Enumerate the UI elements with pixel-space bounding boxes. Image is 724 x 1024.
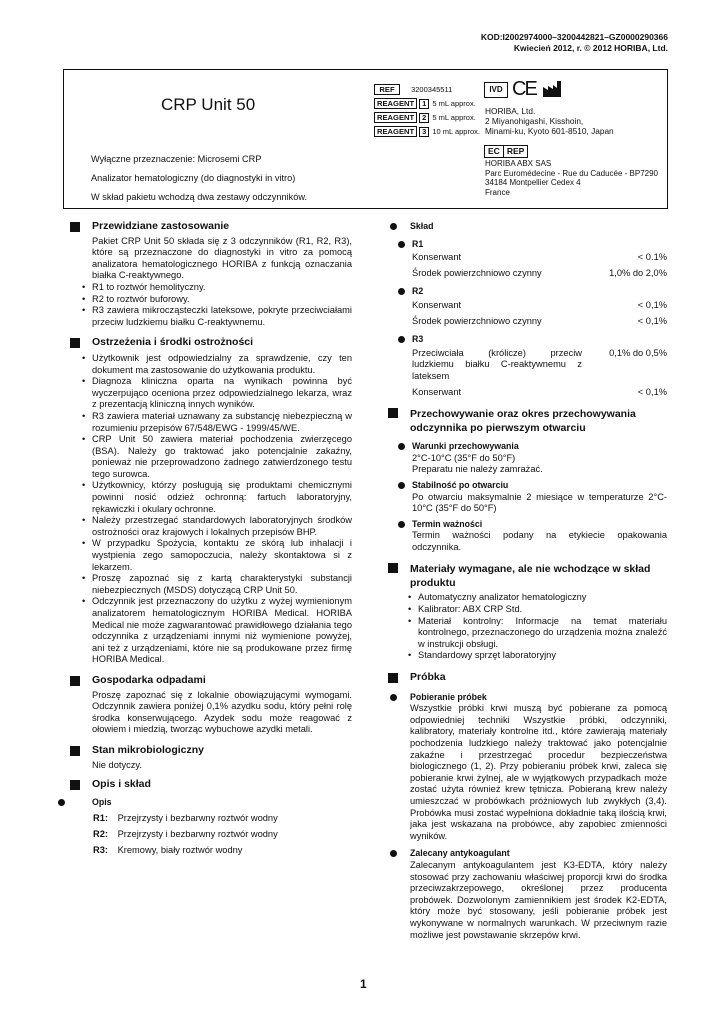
- document-code-line: KOD:I2002974000–3200442821–GZ0000290366: [480, 32, 668, 42]
- component-value: < 0,1%: [637, 315, 667, 326]
- reagent-volume: 5 mL approx.: [432, 99, 476, 108]
- reagent-label: REAGENT: [374, 126, 417, 137]
- list-item: • Kalibrator: ABX CRP Std.: [398, 604, 667, 616]
- waste-section: [72, 690, 352, 736]
- list-item: • Standardowy sprzęt laboratoryjny: [398, 650, 667, 662]
- address-line: HORIBA, Ltd.: [485, 106, 536, 116]
- description-row: [93, 842, 352, 858]
- r3-heading: R3: [398, 334, 675, 346]
- materials-list: [390, 592, 667, 662]
- description-text: Przejrzysty i bezbarwny roztwór wodny: [117, 829, 278, 840]
- list-item: • W przypadku Spożycia, kontaktu ze skórą lub inhalacji i wystpienia zego samopoczucia, należy skontaktowa si z lekarzem.: [72, 538, 352, 573]
- r2-table: [390, 300, 667, 327]
- list-item: • Materiał kontrolny: Informacje na temat materiału kontrolnego, przeznaczonego do urządzenia można znaleźć w instrukcji obsługi.: [398, 616, 667, 651]
- component-value: 0,1% do 0,5%: [609, 347, 667, 358]
- list-item: • Użytkownik jest odpowiedzialny za sprawdzenie, czy ten dokument ma zastosowanie do użytkowania produktu.: [72, 353, 352, 376]
- description-label: R3:: [93, 845, 108, 856]
- reagent-row-1: [374, 98, 476, 109]
- reagent-number: 3: [419, 127, 429, 137]
- component-value: 1,0% do 2,0%: [609, 267, 667, 278]
- stability-text: Po otwarciu maksymalnie 2 miesiące w temperaturze 2°C-10°C (35°F do 50°F): [412, 491, 667, 514]
- reagent-volume: 10 mL approx.: [432, 127, 480, 136]
- reagent-volume: 5 mL approx.: [432, 113, 476, 122]
- left-column: [72, 221, 352, 858]
- list-item: • R3 zawiera materiał uznawany za substancję niebezpieczną w rozumieniu przepisów 67/548/EWG - 1999/45/WE.: [72, 411, 352, 434]
- reagent-label: REAGENT: [374, 98, 417, 109]
- section-heading-storage: Przechowywanie oraz okres przechowywania odczynnika po pierwszym otwarciu: [390, 407, 667, 435]
- list-item: • Użytkownicy, którzy posługują się produktami chemicznymi powinni nosić odzież ochronną: fartuch laboratoryjny, rękawiczki i okulary ochronne.: [72, 480, 352, 515]
- table-row: [412, 268, 667, 280]
- r3-table: [390, 348, 667, 398]
- description-row: [93, 826, 352, 842]
- list-item: • R2 to roztwór buforowy.: [72, 294, 352, 306]
- component-name: Środek powierzchniowo czynny: [412, 267, 542, 278]
- r1-table: [390, 252, 667, 279]
- storage-note: Preparatu nie należy zamrażać.: [412, 464, 543, 475]
- component-value: < 0,1%: [637, 299, 667, 310]
- rep-label: REP: [504, 145, 528, 158]
- storage-temp: 2°C-10°C (35°F do 50°F): [412, 452, 516, 463]
- ce-mark-icon: CE: [512, 78, 536, 100]
- expiry-text: Termin ważności podany na etykiecie opakowania odczynnika.: [412, 530, 667, 552]
- expiry-heading: Termin ważności: [398, 519, 675, 531]
- list-item: • Należy przestrzegać standardowych laboratoryjnych środków ostrożności oraz krajowych i lokalnych przepisów BHP.: [72, 515, 352, 538]
- address-line: HORIBA ABX SAS: [485, 159, 552, 168]
- address-line: Parc Euromédecine - Rue du Caducée - BP7290: [485, 168, 658, 178]
- component-value: < 0,1%: [637, 386, 667, 397]
- analyzer-line: Analizator hematologiczny (do diagnostyki in vitro): [91, 173, 296, 183]
- section-heading-warnings: Ostrzeżenia i środki ostrożności: [72, 337, 352, 349]
- address-line: France: [485, 187, 510, 197]
- description-row: [93, 810, 352, 826]
- ivd-icon: IVD: [484, 82, 508, 98]
- table-row: [412, 252, 667, 264]
- intended-use-text: Pakiet CRP Unit 50 składa się z 3 odczynników (R1, R2, R3), które są przeznaczone do diagnostyki in vitro za pomocą analizatora hematologicznego HORIBA z funkcją oznaczania białka C-reaktywnego.: [92, 235, 352, 281]
- description-text: Przejrzysty i bezbarwny roztwór wodny: [117, 813, 278, 824]
- manufacturer-address: [485, 106, 614, 136]
- list-item: • CRP Unit 50 zawiera materiał pochodzenia zwierzęcego (BSA). Należy go traktować jako potencjalnie zakaźny, ponieważ nie przeprowadzono żadnego zatwierdzonego testu tego surowca.: [72, 434, 352, 480]
- component-name: Przeciwciała (królicze) przeciw ludzkiemu białku C-reaktywnemu z lateksem: [412, 347, 582, 381]
- intended-use: Wyłączne przeznaczenie: Microsemi CRP: [91, 154, 262, 164]
- header-box: [63, 69, 668, 209]
- reagent-row-2: [374, 112, 476, 123]
- r1-heading: R1: [398, 239, 675, 251]
- ref-value: 3200345511: [411, 85, 453, 94]
- list-item: • Automatyczny analizator hematologiczny: [398, 592, 667, 604]
- list-item: • R1 to roztwór hemolityczny.: [72, 282, 352, 294]
- intended-use-section: [72, 236, 352, 282]
- r2-heading: R2: [398, 286, 675, 298]
- address-line: Minami-ku, Kyoto 601-8510, Japan: [485, 126, 614, 136]
- document-date-line: Kwiecień 2012, r. © 2012 HORIBA, Ltd.: [513, 43, 668, 53]
- storage-conditions-text: [390, 453, 667, 476]
- anticoagulant-heading: Zalecany antykoagulant: [390, 848, 667, 860]
- stability-heading: Stabilność po otwarciu: [398, 480, 675, 492]
- address-line: 2 Miyanohigashi, Kisshoin,: [485, 116, 584, 126]
- component-value: < 0.1%: [637, 252, 667, 263]
- warnings-list: [72, 353, 352, 666]
- rep-address: [485, 159, 658, 197]
- document-code: [481, 32, 668, 54]
- section-heading-microbiology: Stan mikrobiologiczny: [72, 745, 352, 757]
- reagent-number: 2: [419, 113, 429, 123]
- ec-rep-icon: [484, 145, 528, 158]
- sampling-heading: Pobieranie próbek: [390, 692, 667, 704]
- table-row: [412, 348, 667, 383]
- list-item: • Diagnoza kliniczna oparta na wynikach powinna być wyczerpująco oceniona przez odpowiedzialnego lekarza, wraz z prezentacją kliniczną innych wyników.: [72, 376, 352, 411]
- microbiology-text: Nie dotyczy.: [92, 759, 142, 770]
- ref-row: [374, 84, 452, 95]
- description-label: R1:: [93, 813, 108, 824]
- storage-conditions-heading: Warunki przechowywania: [398, 441, 675, 453]
- list-item: • Proszę zapoznać się z kartą charakterystyki substancji niebezpiecznych (MSDS) dotyczącą CRP Unit 50.: [72, 573, 352, 596]
- ec-label: EC: [484, 145, 504, 158]
- description-subheading: Opis: [58, 797, 338, 809]
- section-heading-description: Opis i skład: [72, 779, 352, 791]
- table-row: [412, 387, 667, 399]
- reagent-label: REAGENT: [374, 112, 417, 123]
- component-name: Konserwant: [412, 252, 462, 263]
- table-row: [412, 316, 667, 328]
- ref-label: REF: [374, 84, 400, 95]
- component-name: Środek powierzchniowo czynny: [412, 315, 542, 326]
- composition-heading: Skład: [390, 221, 667, 233]
- section-heading-intended-use: Przewidziane zastosowanie: [72, 221, 352, 233]
- description-text: Kremowy, biały roztwór wodny: [117, 845, 243, 856]
- kit-line: W skład pakietu wchodzą dwa zestawy odczynników.: [91, 192, 308, 202]
- component-name: Konserwant: [412, 386, 462, 397]
- reagent-row-3: [374, 126, 480, 137]
- reagent-number: 1: [419, 99, 429, 109]
- manufacturer-icon: [542, 80, 564, 98]
- table-row: [412, 300, 667, 312]
- right-column: [390, 221, 667, 941]
- list-item: • R3 zawiera mikrocząsteczki lateksowe, pokryte przeciwciałami przeciw ludzkiemu białku C-reaktywnemu.: [72, 305, 352, 328]
- anticoagulant-text: Zalecanym antykoagulantem jest K3-EDTA, który należy stosować przy zachowaniu właściwej proporcji krwi do środka przeciwzakrzepowego, określonej przez producenta probówek. Dozwolonym zamiennikiem jest środek K2-EDTA, który może być stosowany, jeśli pobieranie próbek jest wykonywane w normalnych warunkach. W przeciwnym razie możliwe jest powstawanie skrzepów krwi.: [410, 859, 667, 940]
- description-label: R2:: [93, 829, 108, 840]
- sampling-text: Wszystkie próbki krwi muszą być pobierane za pomocą odpowiedniej techniki Wszystkie próbki, odczynniki, kalibratory, materiały kontrolne itd., które zawierają materiały pochodzenia ludzkiego należy traktować jako potencjalnie zakaźne i przestrzegać procedur bezpieczeństwa biologicznego (1, 2). Przy pobieraniu próbek krwi, zaleca się pobieranie krwi żylnej, ale w wyjątkowych przypadkach może zostać użyta również krew tętnicza. Pobieraną krew należy umieszczać w probówkach próżniowych lub zwykłych (3,4). Probówka musi zostać wypełniona dokładnie taką ilością krwi, jaka jest wskazana na probówce, aby zapobiec zmienności wyników.: [410, 703, 667, 841]
- intended-use-list: [72, 282, 352, 328]
- description-list: [72, 810, 352, 858]
- component-name: Konserwant: [412, 299, 462, 310]
- list-item: • Odczynnik jest przeznaczony do użytku z wyżej wymienionym analizatorem hematologicznym HORIBA Medical. HORIBA Medical nie może zagwarantować prawidłowego działania tego odczynnika z urządzeniami innymi niż wymienione powyżej, ani też z urządzeniami, które nie są produkowane przez firmę HORIBA Medical.: [72, 596, 352, 666]
- waste-text: Proszę zapoznać się z lokalnie obowiązującymi wymogami. Odczynnik zawiera poniżej 0,1% azydku sodu, który pełni rolę środka konserwującego. Azydek sodu może reagować z ołowiem i miedzią, tworząc wybuchowe azydki metali.: [92, 689, 352, 735]
- section-heading-waste: Gospodarka odpadami: [72, 675, 352, 687]
- page-number: 1: [360, 977, 367, 991]
- section-heading-materials: Materiały wymagane, ale nie wchodzące w skład produktu: [390, 562, 667, 590]
- address-line: 34184 Montpellier Cedex 4: [485, 178, 581, 187]
- section-heading-sample: Próbka: [390, 672, 667, 684]
- page-title: CRP Unit 50: [161, 95, 256, 114]
